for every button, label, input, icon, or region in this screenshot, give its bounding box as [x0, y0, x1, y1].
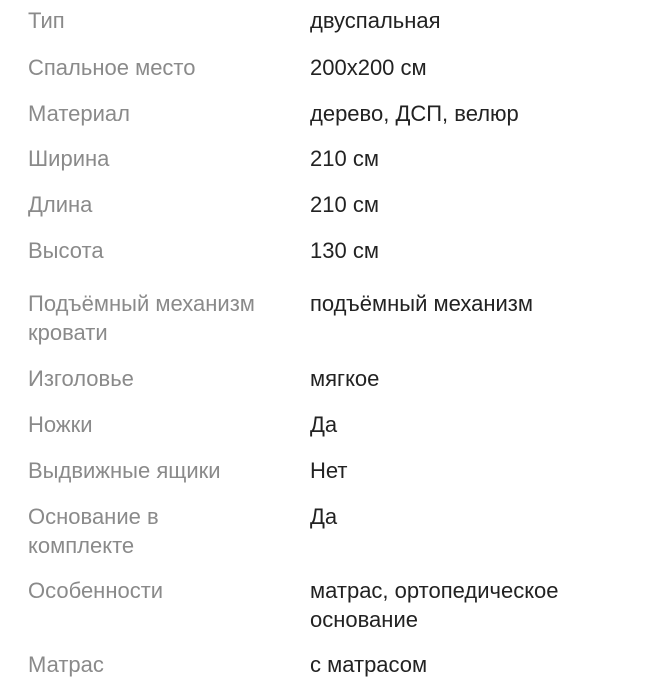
spec-value: с матрасом — [310, 652, 428, 677]
spec-value: подъёмный механизм — [310, 291, 534, 316]
spec-label: Спальное место — [28, 55, 196, 80]
spec-value: 210 см — [310, 192, 379, 217]
spec-label: Ножки — [28, 412, 93, 437]
spec-label: Выдвижные ящики — [28, 458, 221, 483]
spec-value: 210 см — [310, 146, 379, 171]
spec-value: двуспальная — [310, 8, 441, 33]
spec-value: Да — [310, 412, 338, 437]
spec-value: 200x200 см — [310, 55, 427, 80]
spec-label: Тип — [28, 8, 65, 33]
spec-label: Материал — [28, 101, 130, 126]
spec-label: Длина — [28, 192, 93, 217]
spec-value: Нет — [310, 458, 348, 483]
spec-label: Подъёмный механизм кровати — [28, 291, 255, 345]
spec-value: мягкое — [310, 366, 380, 391]
spec-label: Изголовье — [28, 366, 134, 391]
spec-label: Ширина — [28, 146, 110, 171]
spec-label: Высота — [28, 238, 104, 263]
spec-value: 130 см — [310, 238, 379, 263]
spec-label: Особенности — [28, 578, 164, 603]
spec-value: матрас, ортопедическое основание — [310, 578, 559, 632]
spec-value: дерево, ДСП, велюр — [310, 101, 519, 126]
spec-label: Матрас — [28, 652, 104, 677]
spec-label: Основание в комплекте — [28, 504, 159, 558]
spec-value: Да — [310, 504, 338, 529]
